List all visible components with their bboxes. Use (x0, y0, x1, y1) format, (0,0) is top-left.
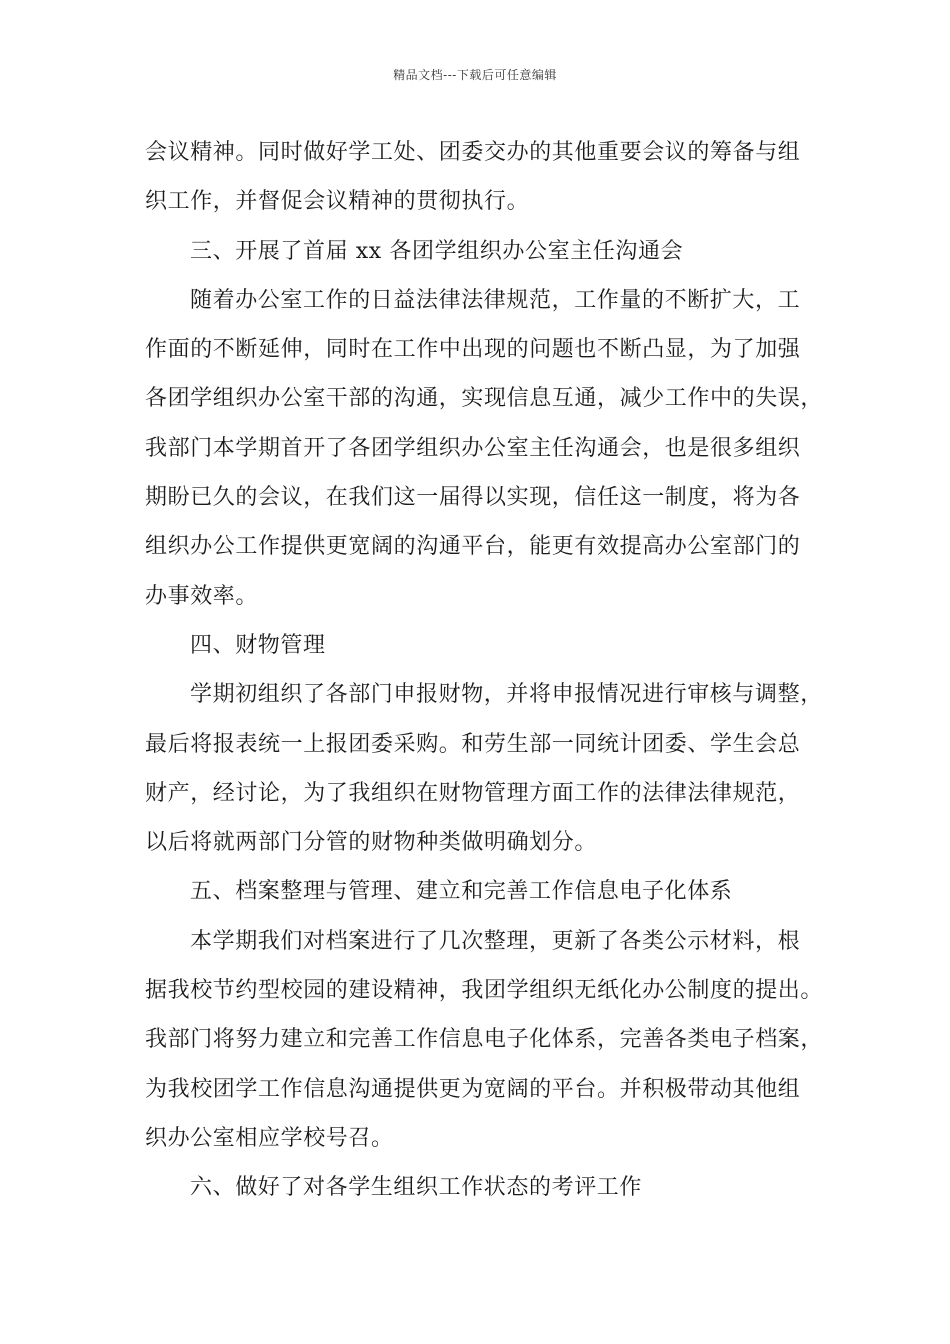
text-line: 学期初组织了各部门申报财物，并将申报情况进行审核与调整， (190, 682, 823, 708)
text-line: 作面的不断延伸，同时在工作中出现的问题也不断凸显，为了加强 (145, 337, 801, 363)
text-line: 随着办公室工作的日益法律法律规范，工作量的不断扩大，工 (190, 287, 801, 313)
text-line: 各团学组织办公室干部的沟通，实现信息互通，减少工作中的失误， (145, 386, 824, 412)
text-line: 财产，经讨论，为了我组织在财物管理方面工作的法律法律规范， (145, 780, 801, 806)
text-line: 据我校节约型校园的建设精神，我团学组织无纸化办公制度的提出。 (145, 978, 824, 1004)
text-line: 为我校团学工作信息沟通提供更为宽阔的平台。并积极带动其他组 (145, 1076, 801, 1102)
section-heading: 三、开展了首届 xx 各团学组织办公室主任沟通会 (190, 238, 684, 264)
page-header: 精品文档---下载后可任意编辑 (393, 68, 557, 82)
section-heading: 四、财物管理 (190, 632, 326, 658)
text-line: 办事效率。 (145, 583, 259, 609)
document-body (145, 128, 825, 1213)
text-line: 会议精神。同时做好学工处、团委交办的其他重要会议的筹备与组 (145, 140, 801, 165)
text-line: 组织办公工作提供更宽阔的沟通平台，能更有效提高办公室部门的 (145, 534, 801, 560)
text-line: 以后将就两部门分管的财物种类做明确划分。 (145, 830, 598, 856)
section-heading: 五、档案整理与管理、建立和完善工作信息电子化体系 (190, 879, 733, 905)
text-line: 本学期我们对档案进行了几次整理，更新了各类公示材料，根 (190, 928, 801, 954)
text-line: 我部门将努力建立和完善工作信息电子化体系，完善各类电子档案， (145, 1027, 824, 1053)
section-heading: 六、做好了对各学生组织工作状态的考评工作 (190, 1175, 643, 1201)
text-line: 期盼已久的会议，在我们这一届得以实现，信任这一制度，将为各 (145, 485, 801, 511)
text-line: 织工作，并督促会议精神的贯彻执行。 (145, 189, 530, 215)
text-line: 织办公室相应学校号召。 (145, 1125, 394, 1151)
text-line: 我部门本学期首开了各团学组织办公室主任沟通会，也是很多组织 (145, 435, 801, 461)
text-line: 最后将报表统一上报团委采购。和劳生部一同统计团委、学生会总 (145, 731, 801, 757)
